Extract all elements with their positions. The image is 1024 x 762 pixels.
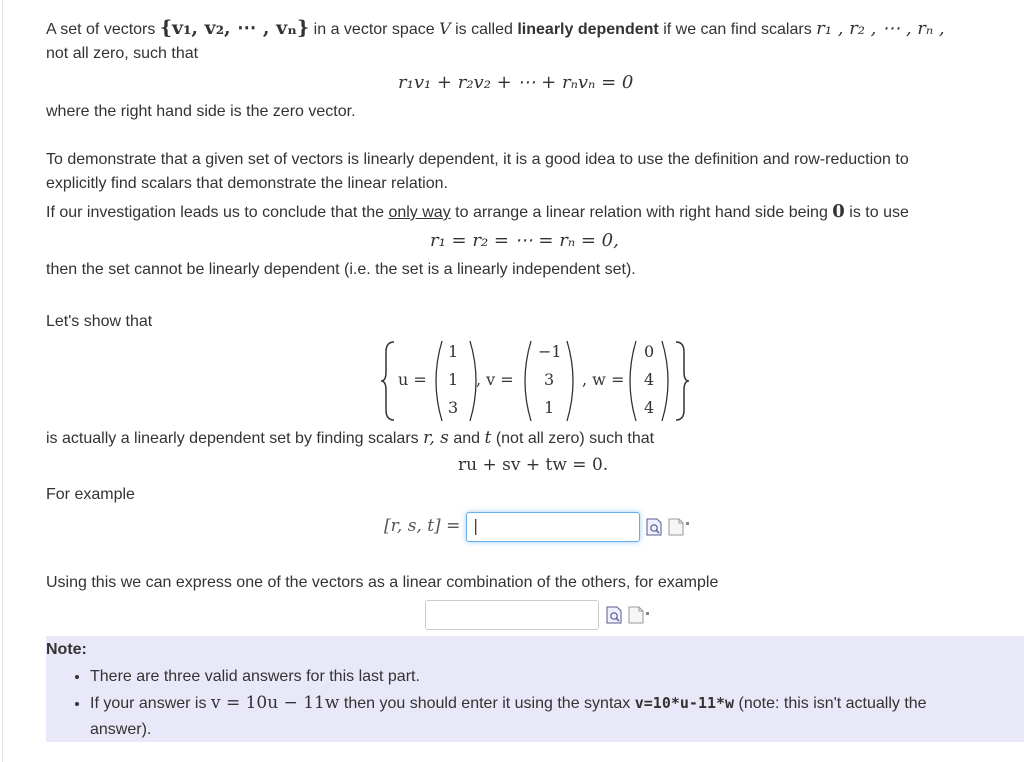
w-entry-1: 0 — [644, 342, 655, 361]
scalar-t: t — [484, 428, 492, 448]
icon-dot-2 — [646, 612, 649, 615]
part2-text: Using this we can express one of the vectors as a linear combination of the others, for example — [46, 574, 719, 591]
intro-text-4: if we can find scalars — [663, 21, 812, 38]
vector-space-symbol: V — [439, 19, 451, 38]
linear-combination-equation: r₁v₁ + r₂v₂ + ⋯ + rₙvₙ = 0 — [398, 72, 634, 93]
para2-text-b: to arrange a linear relation with right hand side being — [455, 204, 828, 221]
para2-text-c: is to use — [849, 204, 909, 221]
dependence-equation: ru + sv + tw = 0. — [458, 455, 609, 475]
para2-text-a: If our investigation leads us to conclude that the — [46, 204, 384, 221]
v-label: , v = — [476, 370, 514, 389]
problem-intro: Let's show that — [46, 313, 153, 330]
para2-line-4: then the set cannot be linearly dependent (i.e. the set is a linearly independent set). — [46, 261, 636, 278]
para2-line-1: To demonstrate that a given set of vectors is linearly dependent, it is a good idea to use the definition and row-reduction to — [46, 151, 909, 168]
defined-term: linearly dependent — [517, 21, 659, 38]
note-title: Note: — [46, 641, 87, 658]
answer-1-input[interactable]: | — [466, 512, 640, 542]
preview-answer-2-icon[interactable] — [606, 606, 622, 624]
intro-line-2: not all zero, such that — [46, 45, 199, 62]
intro-line-3: where the right hand side is the zero vector. — [46, 103, 356, 120]
for-example-label: For example — [46, 486, 135, 503]
v-entry-2: 3 — [544, 370, 555, 389]
u-label: u = — [398, 370, 427, 389]
v-entry-3: 1 — [544, 398, 555, 417]
left-border — [2, 0, 3, 762]
u-entry-3: 3 — [448, 398, 459, 417]
note-item-1 — [90, 664, 1020, 690]
intro-text-3: is called — [455, 21, 513, 38]
scalars-rs: r, s — [423, 428, 449, 448]
note-item-1-text: There are three valid answers for this last part. — [90, 668, 420, 685]
only-way-emphasis: only way — [388, 204, 451, 221]
para2-line-3 — [46, 200, 909, 225]
para2-line-2: explicitly find scalars that demonstrate the linear relation. — [46, 175, 448, 192]
answer-help-icon[interactable] — [668, 518, 684, 536]
u-entry-1: 1 — [448, 342, 459, 361]
problem-text-a: is actually a linearly dependent set by finding scalars — [46, 430, 419, 447]
scalars-expression: r₁ , r₂ , ⋯ , rₙ , — [816, 18, 945, 39]
vector-set-display — [380, 338, 690, 424]
answer-1-label: [r, s, t] = — [384, 516, 461, 536]
w-entry-2: 4 — [644, 370, 655, 389]
trivial-solution-equation: r₁ = r₂ = ⋯ = rₙ = 0, — [430, 230, 619, 251]
example-expression: v = 10u − 11w — [210, 693, 340, 713]
icon-dot — [686, 522, 689, 525]
u-entry-2: 1 — [448, 370, 459, 389]
w-entry-3: 4 — [644, 398, 655, 417]
v-entry-1: −1 — [538, 342, 562, 361]
note-list — [46, 664, 1020, 743]
note-item-2 — [90, 690, 1020, 743]
answer-2-help-icon[interactable] — [628, 606, 644, 624]
note-item-2-text-c: (note: this isn't actually the — [738, 695, 927, 712]
w-label: , w = — [582, 370, 625, 389]
preview-answer-icon[interactable] — [646, 518, 662, 536]
note-item-2-text-b: then you should enter it using the syntax — [343, 695, 631, 712]
zero-vector-symbol: 0 — [832, 201, 845, 222]
note-item-2-text-d: answer). — [90, 721, 152, 738]
intro-line-1 — [46, 16, 945, 42]
problem-text-b: (not all zero) such that — [495, 430, 655, 447]
intro-text: A set of vectors — [46, 21, 156, 38]
vector-set-expression: {v₁, v₂, ⋯ , vₙ} — [159, 17, 310, 39]
syntax-example-code: v=10*u-11*w — [634, 694, 735, 712]
note-item-2-text-a: If your answer is — [90, 695, 207, 712]
note-box — [46, 636, 1024, 742]
answer-2-input[interactable] — [425, 600, 599, 630]
intro-text-2: in a vector space — [313, 21, 435, 38]
problem-line-2 — [46, 426, 654, 451]
problem-and: and — [453, 430, 481, 447]
